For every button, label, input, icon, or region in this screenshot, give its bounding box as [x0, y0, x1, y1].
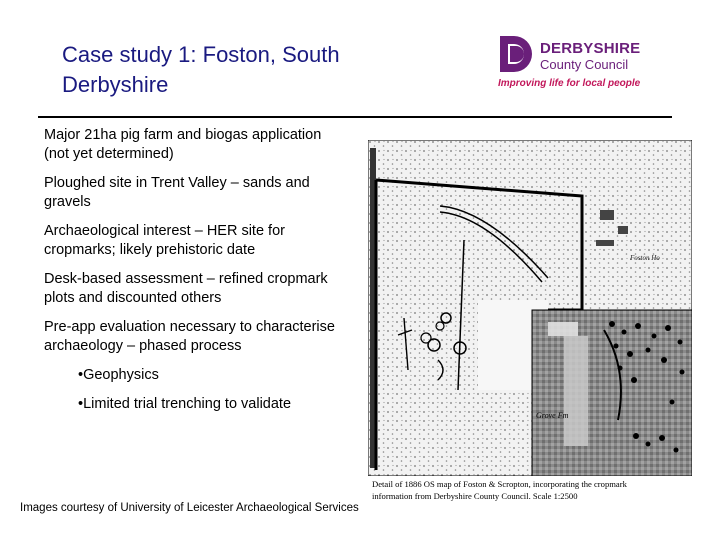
map-caption-line2: information from Derbyshire County Council. Scale 1:2500 [372, 491, 578, 501]
logo-subname: County Council [540, 57, 629, 72]
derbyshire-dd-logo-icon [498, 34, 538, 74]
bullet-item: Pre-app evaluation necessary to characterise archaeology – phased process [44, 319, 335, 354]
inset-place-label: Grove Fm [536, 411, 569, 420]
bullet-list [44, 126, 344, 424]
bullet-item: Ploughed site in Trent Valley – sands and gravels [44, 175, 310, 210]
derbyshire-logo [498, 34, 658, 92]
map-caption-line1: Detail of 1886 OS map of Foston & Scropton, incorporating the cropmark [372, 479, 627, 489]
sub-bullet-item: •Limited trial trenching to validate [78, 396, 292, 412]
slide-title: Case study 1: Foston, South Derbyshire [62, 42, 340, 97]
logo-tagline: Improving life for local people [498, 78, 641, 89]
bullet-item: Major 21ha pig farm and biogas application (not yet determined) [44, 127, 322, 162]
image-credit: Images courtesy of University of Leicester Archaeological Services [20, 502, 359, 514]
title-divider [38, 116, 672, 118]
logo-name: DERBYSHIRE [540, 40, 641, 57]
site-map-image [368, 140, 692, 504]
bullet-item: Archaeological interest – HER site for cropmarks; likely prehistoric date [44, 223, 285, 258]
sub-bullet-item: •Geophysics [78, 367, 159, 383]
map-place-label: Foston Ho [630, 254, 660, 262]
bullet-item: Desk-based assessment – refined cropmark plots and discounted others [44, 271, 328, 306]
